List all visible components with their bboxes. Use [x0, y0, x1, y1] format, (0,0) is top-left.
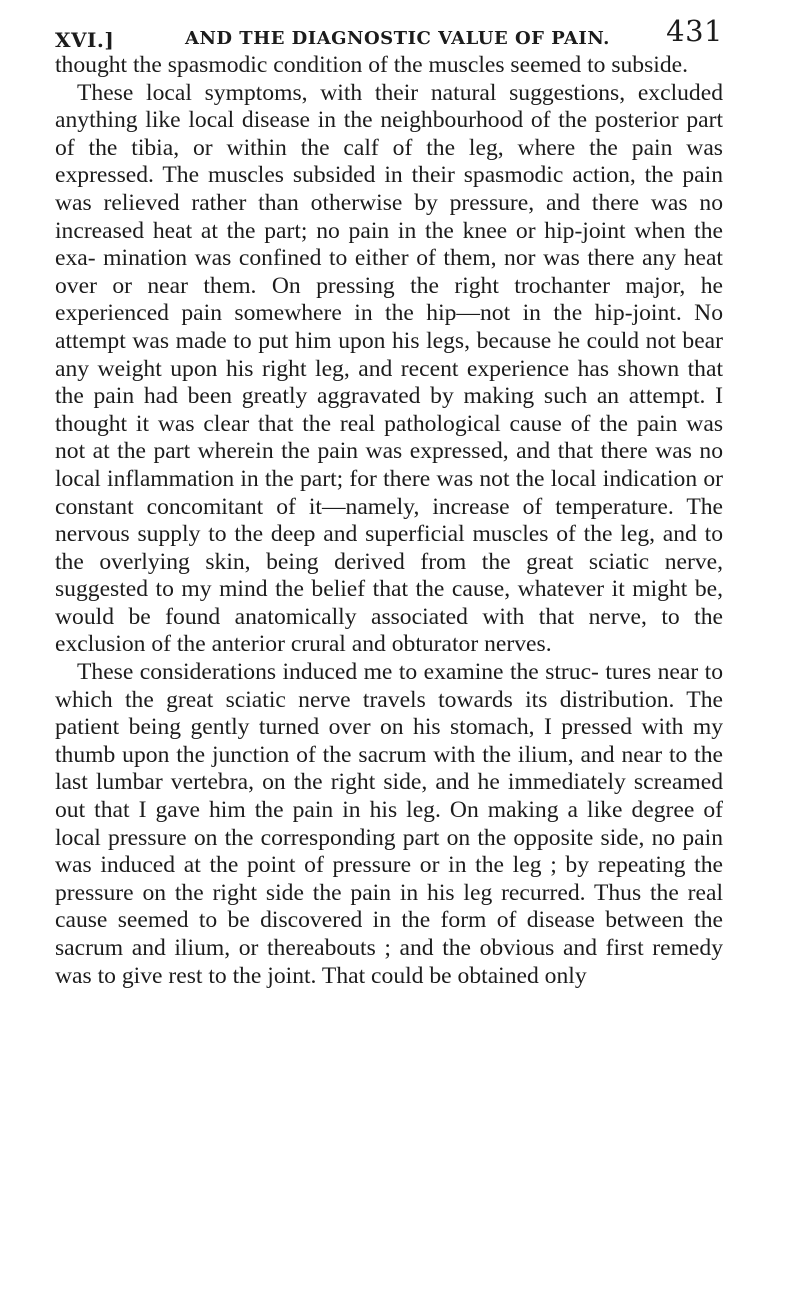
running-head	[55, 10, 723, 52]
paragraph: These local symptoms, with their natural suggestions, excluded anything like local disease in the neighbourhood of the posterior part of the tibia, or within the calf of the leg, where the pain was expressed. The muscles subsided in their spasmodic action, the pain was relieved rather than otherwise by pressure, and there was no increased heat at the part; no pain in the knee or hip-joint when the exa- mination was confined to either of them, nor was there any heat over or near them. On pressing the right trochanter major, he experienced pain somewhere in the hip—not in the hip-joint. No attempt was made to put him upon his legs, because he could not bear any weight upon his right leg, and recent experience has shown that the pain had been greatly aggravated by making such an attempt. I thought it was clear that the real pathological cause of the pain was not at the part wherein the pain was expressed, and that there was no local inflammation in the part; for there was not the local indication or constant concomitant of it—namely, increase of temperature. The nervous supply to the deep and superficial muscles of the leg, and to the overlying skin, being derived from the great sciatic nerve, suggested to my mind the belief that the cause, whatever it might be, would be found anatomically associated with that nerve, to the exclusion of the anterior crural and obturator nerves.	[55, 79, 723, 658]
running-title: AND THE DIAGNOSTIC VALUE OF PAIN.	[185, 28, 610, 49]
body-text	[55, 52, 723, 990]
paragraph: These considerations induced me to examine the struc- tures near to which the great sciatic nerve travels towards its distribution. The patient being gently turned over on his stomach, I pressed with my thumb upon the junction of the sacrum with the ilium, and near to the last lumbar vertebra, on the right side, and he immediately screamed out that I gave him the pain in his leg. On making a like degree of local pressure on the corresponding part on the opposite side, no pain was induced at the point of pressure or in the leg ; by repeating the pressure on the right side the pain in his leg recurred. Thus the real cause seemed to be discovered in the form of disease between the sacrum and ilium, or thereabouts ; and the obvious and first remedy was to give rest to the joint. That could be obtained only	[55, 659, 723, 989]
page-number: 431	[666, 14, 723, 48]
chapter-marker: XVI.]	[55, 28, 115, 52]
book-page	[55, 10, 723, 990]
paragraph-continuation: thought the spasmodic condition of the muscles seemed to subside.	[55, 52, 688, 78]
